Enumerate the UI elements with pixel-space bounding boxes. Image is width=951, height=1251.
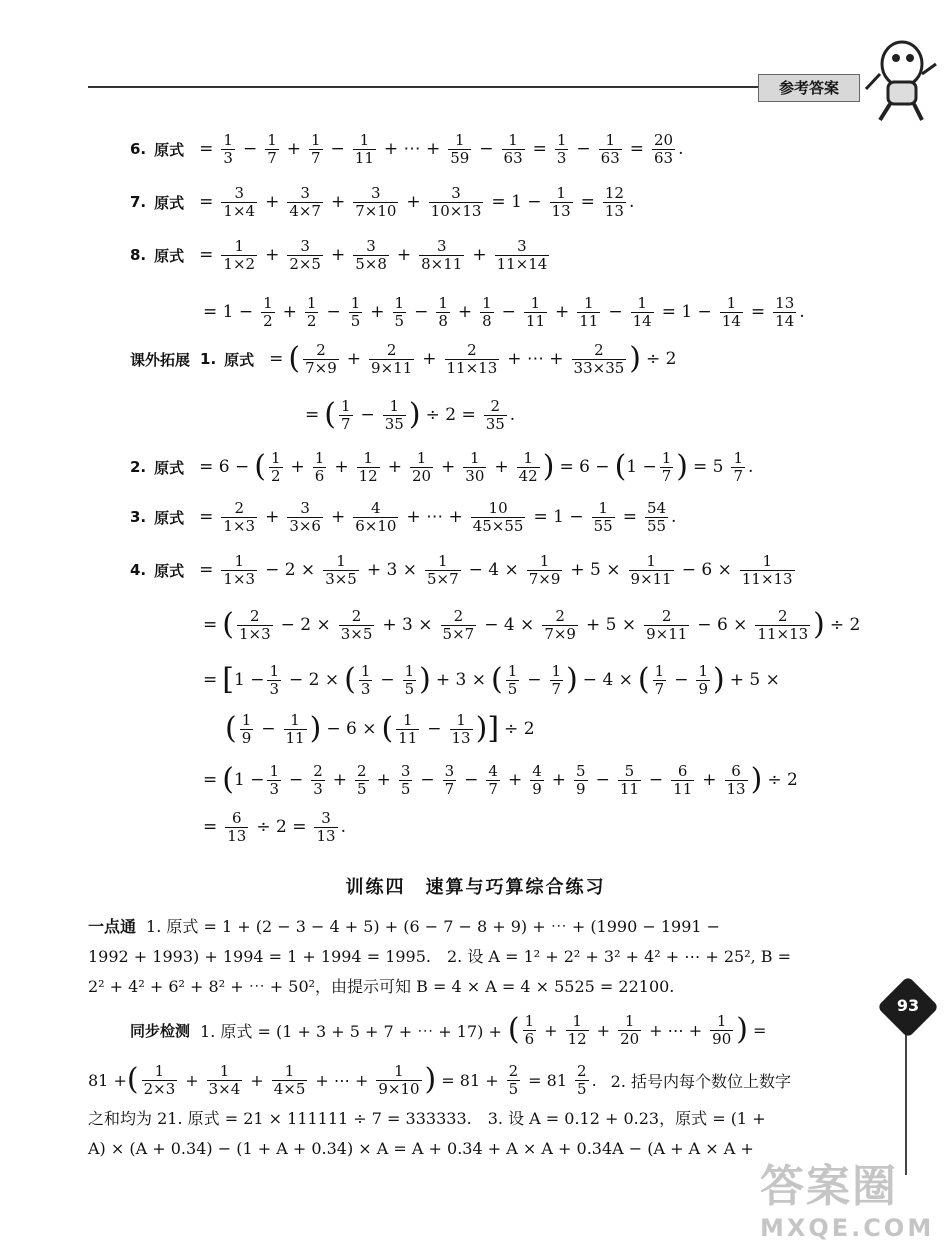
tongbu-line-3: 之和均为 21. 原式 = 21 × 111111 ÷ 7 = 333333. 3. 设 A = 0.12 + 0.23，原式 = (1 + — [88, 1109, 766, 1128]
extension-4-step2: = ( $\frac{2}{1\times 3}$ − 2 × $\frac{2}{3\times 5}$ + 3 × $\frac{2}{5\times 7}$ − 4 × $\frac{2}{7\times 9}$ + 5 × $\frac{2}{9\times 11}$ − 6 × $\frac{2}{11\times 13}$ ) ÷ 2 — [203, 607, 861, 643]
section-title: 训练四 速算与巧算综合练习 — [345, 877, 606, 898]
yidiantong-line-1: 一点通 1. 原式 = 1 + (2 − 3 − 4 + 5) + (6 − 7 − 8 + 9) + ⋯ + (1990 − 1991 − — [88, 917, 721, 936]
tongbu-line-4: A) × (A + 0.34) − (1 + A + 0.34) × A = A + 0.34 + A × A + 0.34A − (A + A × A + — [88, 1139, 754, 1158]
extension-3: 3. 原式 = $\frac{2}{1\times 3}$ + $\frac{3}{3\times 6}$ + $\frac{4}{6\times 10}$ + ⋯ + $\frac{10}{45\times 55}$ = 1 − $\frac{1}{55}$ = $\frac{54}{55}$ . — [130, 499, 677, 535]
header-tab: 参考答案 — [758, 74, 860, 102]
yidiantong-line-2: 1992 + 1993) + 1994 = 1 + 1994 = 1995. 2. 设 A = 1² + 2² + 3² + 4² + ⋯ + 25², B = — [88, 947, 792, 966]
watermark: 答案圈 MXQE.COM — [760, 1161, 935, 1242]
mascot-icon — [860, 34, 940, 124]
item-7: 7. 原式 = $\frac{3}{1\times 4}$ + $\frac{3}{4\times 7}$ + $\frac{3}{7\times 10}$ + $\frac{3}{10\times 13}$ = 1 − $\frac{1}{13}$ = $\frac{12}{13}$ . — [130, 184, 635, 220]
item-8: 8. 原式 = $\frac{1}{1\times 2}$ + $\frac{3}{2\times 5}$ + $\frac{3}{5\times 8}$ + $\frac{3}{8\times 11}$ + $\frac{3}{11\times 14}$ — [130, 237, 548, 273]
tongbu-line-1: 同步检测 1. 原式 = (1 + 3 + 5 + 7 + ⋯ + 17) + ( $\frac{1}{6}$ + $\frac{1}{12}$ + $\frac{1}{20}$ + ⋯ + $\frac{1}{90}$ ) = — [130, 1012, 767, 1048]
extension-2: 2. 原式 = 6 − ( $\frac{1}{2}$ + $\frac{1}{6}$ + $\frac{1}{12}$ + $\frac{1}{20}$ + $\frac{1}{30}$ + $\frac{1}{42}$ ) = 6 − ( 1 − $\frac{1}{7}$ ) = 5 $\frac{1}{7}$ . — [130, 449, 754, 485]
extension-4-result: = $\frac{6}{13}$ ÷ 2 = $\frac{3}{13}$ . — [203, 809, 346, 845]
header-rule — [88, 86, 758, 88]
extension-4: 4. 原式 = $\frac{1}{1\times 3}$ − 2 × $\frac{1}{3\times 5}$ + 3 × $\frac{1}{5\times 7}$ − 4 × $\frac{1}{7\times 9}$ + 5 × $\frac{1}{9\times 11}$ − 6 × $\frac{1}{11\times 13}$ — [130, 552, 793, 588]
page-number: 93 — [896, 996, 920, 1015]
extension-4-step3-cont: ( $\frac{1}{9}$ − $\frac{1}{11}$ ) − 6 × ( $\frac{1}{11}$ − $\frac{1}{13}$ ) ] ÷ 2 — [225, 711, 535, 747]
item-8-cont: = 1 − $\frac{1}{2}$ + $\frac{1}{2}$ − $\frac{1}{5}$ + $\frac{1}{5}$ − $\frac{1}{8}$ + $\frac{1}{8}$ − $\frac{1}{11}$ + $\frac{1}{11}$ − $\frac{1}{14}$ = 1 − $\frac{1}{14}$ = $\frac{13}{14}$ . — [203, 294, 805, 330]
yidiantong-line-3: 2² + 4² + 6² + 8² + ⋯ + 50²，由提示可知 B = 4 × A = 4 × 5525 = 22100. — [88, 977, 675, 996]
tongbu-line-2: 81 + ( $\frac{1}{2\times 3}$ + $\frac{1}{3\times 4}$ + $\frac{1}{4\times 5}$ + ⋯ + $\frac{1}{9\times 10}$ ) = 81 + $\frac{2}{5}$ = 81 $\frac{2}{5}$ . 2. 括号内每个数位上数字 — [88, 1062, 792, 1098]
extension-4-step4: = ( 1 − $\frac{1}{3}$ − $\frac{2}{3}$ + $\frac{2}{5}$ + $\frac{3}{5}$ − $\frac{3}{7}$ − $\frac{4}{7}$ + $\frac{4}{9}$ + $\frac{5}{9}$ − $\frac{5}{11}$ − $\frac{6}{11}$ + $\frac{6}{13}$ ) ÷ 2 — [203, 762, 798, 798]
extension-1-cont: = ( $\frac{1}{7}$ − $\frac{1}{35}$ ) ÷ 2 = $\frac{2}{35}$ . — [305, 397, 516, 433]
extension-4-step3: = [ 1 − $\frac{1}{3}$ − 2 × ( $\frac{1}{3}$ − $\frac{1}{5}$ ) + 3 × ( $\frac{1}{5}$ − $\frac{1}{7}$ ) − 4 × ( $\frac{1}{7}$ − $\frac{1}{9}$ ) + 5 × — [203, 662, 780, 698]
extension-1: 课外拓展 1. 原式 = ( $\frac{2}{7\times 9}$ + $\frac{2}{9\times 11}$ + $\frac{2}{11\times 13}$ + ⋯ + $\frac{2}{33\times 35}$ ) ÷ 2 — [130, 341, 677, 377]
item-6: 6. 原式 = $\frac{1}{3}$ − $\frac{1}{7}$ + $\frac{1}{7}$ − $\frac{1}{11}$ + ⋯ + $\frac{1}{59}$ − $\frac{1}{63}$ = $\frac{1}{3}$ − $\frac{1}{63}$ = $\frac{20}{63}$ . — [130, 131, 684, 167]
